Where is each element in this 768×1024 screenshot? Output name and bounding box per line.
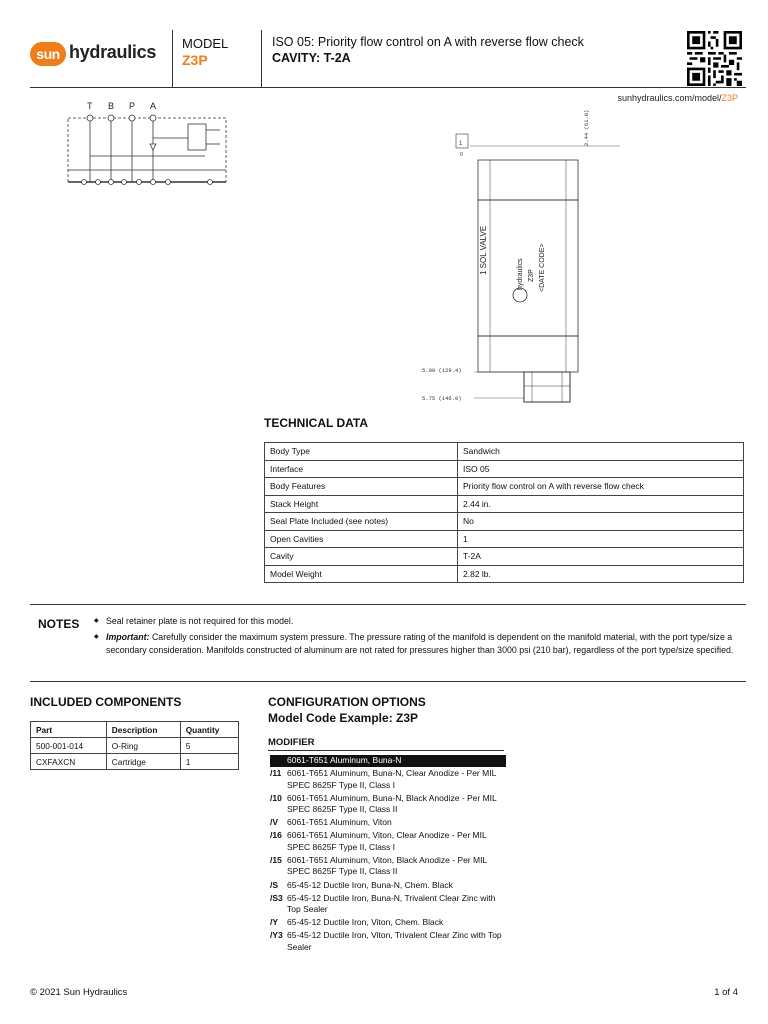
spec-label: Model Weight <box>265 565 458 583</box>
note-item <box>94 615 746 628</box>
spec-label: Body Type <box>265 443 458 461</box>
note-lead: Important: <box>106 632 150 642</box>
model-url[interactable] <box>617 93 738 103</box>
part-description: O-Ring <box>106 738 180 754</box>
model-url-prefix: sunhydraulics.com/model/ <box>617 93 722 103</box>
drawing-tag-b: 0 <box>460 152 463 158</box>
modifier-list <box>270 755 506 955</box>
spec-value: Priority flow control on A with reverse flow check <box>458 478 744 496</box>
column-header: Part <box>31 722 107 738</box>
port-label-a: A <box>150 101 157 111</box>
qr-code-icon <box>687 31 742 86</box>
logo-wordmark: hydraulics <box>69 42 157 62</box>
modifier-text: 6061-T651 Aluminum, Viton, Clear Anodize - Per MIL SPEC 8625F Type II, Class I <box>287 830 487 852</box>
drawing-date-code: <DATE CODE> <box>539 243 546 292</box>
model-code-example: Model Code Example: Z3P <box>268 711 419 725</box>
modifier-text: 6061-T651 Aluminum, Buna-N, Clear Anodize - Per MIL SPEC 8625F Type II, Class I <box>287 768 496 790</box>
technical-data-table <box>264 442 744 583</box>
spec-value: ISO 05 <box>458 460 744 478</box>
configuration-heading: CONFIGURATION OPTIONS <box>268 695 426 709</box>
modifier-text: 6061-T651 Aluminum, Viton, Black Anodize - Per MIL SPEC 8625F Type II, Class II <box>287 854 487 877</box>
modifier-code: /S <box>270 879 279 890</box>
modifier-code: /10 <box>270 792 282 803</box>
section-divider <box>30 681 746 682</box>
part-number: CXFAXCN <box>31 754 107 770</box>
note-text: Seal retainer plate is not required for this model. <box>106 616 294 626</box>
table-header-row <box>31 722 239 738</box>
modifier-option[interactable] <box>270 917 506 929</box>
note-text: Carefully consider the maximum system pressure. The pressure rating of the manifold is dependent on the manifold material, with the port type/size a secondary consideration. Manifolds constructed of aluminum are not rated for pressures higher than 3000 psi (210 bar), regardless of the port type/size specified. <box>106 632 734 655</box>
part-number: 500-001-014 <box>31 738 107 754</box>
spec-value: 2.44 in. <box>458 495 744 513</box>
modifier-text: 6061-T651 Aluminum, Viton <box>287 817 392 828</box>
table-row <box>265 478 744 496</box>
modifier-text: 65-45-12 Ductile Iron, Buna-N, Trivalent Clear Zinc with Top Sealer <box>287 892 496 915</box>
dimension-body-length: 5.09 (129.4) <box>422 367 462 374</box>
spec-value: T-2A <box>458 548 744 566</box>
modifier-text: 6061-T651 Aluminum, Buna-N <box>287 755 402 765</box>
table-row <box>31 738 239 754</box>
column-header: Quantity <box>180 722 238 738</box>
spec-label: Open Cavities <box>265 530 458 548</box>
modifier-code: /16 <box>270 830 282 841</box>
section-divider <box>30 604 746 605</box>
spec-label: Interface <box>265 460 458 478</box>
model-value: Z3P <box>182 52 208 68</box>
modifier-code: /Y3 <box>270 930 283 941</box>
model-description: ISO 05: Priority flow control on A with reverse flow check <box>272 35 584 49</box>
table-row <box>265 460 744 478</box>
part-quantity: 5 <box>180 738 238 754</box>
hydraulic-schematic <box>60 100 240 192</box>
modifier-text: 65-45-12 Ductile Iron, Viton, Trivalent Clear Zinc with Top Sealer <box>287 930 502 952</box>
modifier-text: 65-45-12 Ductile Iron, Viton, Chem. Black <box>287 917 444 928</box>
table-row <box>265 495 744 513</box>
copyright: © 2021 Sun Hydraulics <box>30 987 128 998</box>
part-description: Cartridge <box>106 754 180 770</box>
notes-list <box>94 615 746 660</box>
body-dimension-drawing <box>420 100 620 410</box>
model-url-code: Z3P <box>721 93 738 103</box>
drawing-sol-valve-label: 1 SOL VALVE <box>479 225 488 275</box>
spec-value: No <box>458 513 744 531</box>
port-label-t: T <box>87 101 93 111</box>
sun-hydraulics-logo <box>30 38 170 70</box>
part-quantity: 1 <box>180 754 238 770</box>
notes-heading: NOTES <box>38 617 80 631</box>
modifier-option[interactable] <box>270 817 506 829</box>
modifier-option[interactable] <box>270 893 506 916</box>
modifier-option[interactable] <box>270 830 506 853</box>
header-divider <box>261 30 262 88</box>
modifier-text: 65-45-12 Ductile Iron, Buna-N, Chem. Black <box>287 879 453 890</box>
spec-value: 2.82 lb. <box>458 565 744 583</box>
model-label: MODEL <box>182 36 229 51</box>
note-item <box>94 631 746 657</box>
table-row <box>31 754 239 770</box>
modifier-text: 6061-T651 Aluminum, Buna-N, Black Anodize - Per MIL SPEC 8625F Type II, Class II <box>287 792 497 815</box>
modifier-option[interactable] <box>270 793 506 816</box>
spec-label: Cavity <box>265 548 458 566</box>
modifier-heading: MODIFIER <box>268 737 504 751</box>
spec-value: Sandwich <box>458 443 744 461</box>
page-number: 1 of 4 <box>714 987 738 998</box>
spec-value: 1 <box>458 530 744 548</box>
modifier-option[interactable] <box>270 855 506 878</box>
dimension-stack-height: 2.44 (61.0) <box>583 109 590 146</box>
modifier-option-default[interactable] <box>270 755 506 767</box>
modifier-code: /S3 <box>270 892 283 903</box>
port-label-b: B <box>108 101 115 111</box>
table-row <box>265 548 744 566</box>
drawing-brand-text: hydraulics <box>517 258 524 290</box>
included-components-table <box>30 721 239 770</box>
modifier-code: /V <box>270 817 279 828</box>
drawing-tag-a: 1 <box>459 141 463 147</box>
page-header <box>30 30 746 88</box>
table-row <box>265 513 744 531</box>
technical-data-heading: TECHNICAL DATA <box>264 416 368 430</box>
dimension-overall-length: 5.75 (146.0) <box>422 395 462 402</box>
header-divider <box>172 30 173 88</box>
table-row <box>265 530 744 548</box>
modifier-option[interactable] <box>270 768 506 791</box>
drawing-model-text: Z3P <box>528 269 535 282</box>
modifier-code: /Y <box>270 917 279 928</box>
spec-label: Body Features <box>265 478 458 496</box>
port-label-p: P <box>129 101 136 111</box>
table-row <box>265 565 744 583</box>
spec-label: Seal Plate Included (see notes) <box>265 513 458 531</box>
spec-label: Stack Height <box>265 495 458 513</box>
table-row <box>265 443 744 461</box>
logo-sun-badge: sun <box>30 42 66 66</box>
modifier-option[interactable] <box>270 930 506 953</box>
column-header: Description <box>106 722 180 738</box>
cavity-label: CAVITY: T-2A <box>272 51 351 65</box>
modifier-option[interactable] <box>270 880 506 892</box>
included-components-heading: INCLUDED COMPONENTS <box>30 695 182 709</box>
modifier-code: /11 <box>270 768 282 779</box>
modifier-code: /15 <box>270 854 282 865</box>
